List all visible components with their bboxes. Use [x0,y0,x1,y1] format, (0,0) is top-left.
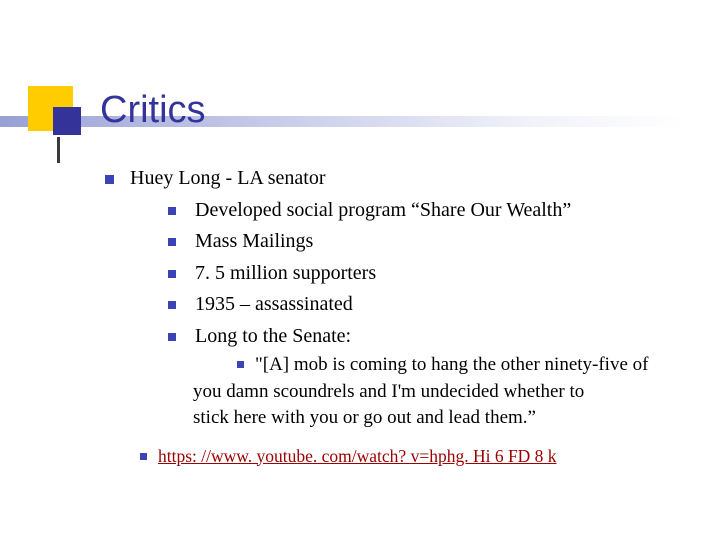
bullet-text: 7. 5 million supporters [195,261,377,284]
quote-paragraph [193,352,692,432]
bullet-row-link [100,441,692,472]
slide-body [100,163,692,472]
decor-vertical-line [57,137,60,163]
decor-blue-square [53,107,81,135]
quote-text: "[A] mob is coming to hang the other ninety-five of [255,354,649,375]
bullet-row-level1 [100,163,692,195]
bullet-square-icon [168,333,176,341]
bullet-text: 1935 – assassinated [195,293,353,315]
bullet-text: Long to the Senate: [195,324,352,347]
bullet-square-icon [168,301,176,309]
bullet-square-icon [237,361,244,368]
bullet-row-level2 [100,289,692,321]
quote-line: stick here with you or go out and lead them.” [193,407,536,428]
bullet-text: Mass Mailings [195,230,314,252]
quote-line [193,352,692,379]
bullet-text: Developed social program “Share Our Wealth” [195,198,572,221]
bullet-square-icon [168,270,176,278]
bullet-text: Huey Long - LA senator [130,167,326,189]
youtube-link[interactable]: https: //www. youtube. com/watch? v=hphg. Hi 6 FD 8 k [158,445,557,466]
bullet-row-level2 [100,321,692,353]
bullet-row-level2 [100,258,692,290]
bullet-square-icon [168,207,176,215]
bullet-row-level2 [100,195,692,227]
bullet-row-level2 [100,226,692,258]
bullet-square-icon [168,238,176,246]
bullet-square-icon [140,453,147,460]
bullet-square-icon [105,175,114,184]
quote-line: you damn scoundrels and I'm undecided whether to [193,380,585,402]
slide-title: Critics [100,89,206,131]
